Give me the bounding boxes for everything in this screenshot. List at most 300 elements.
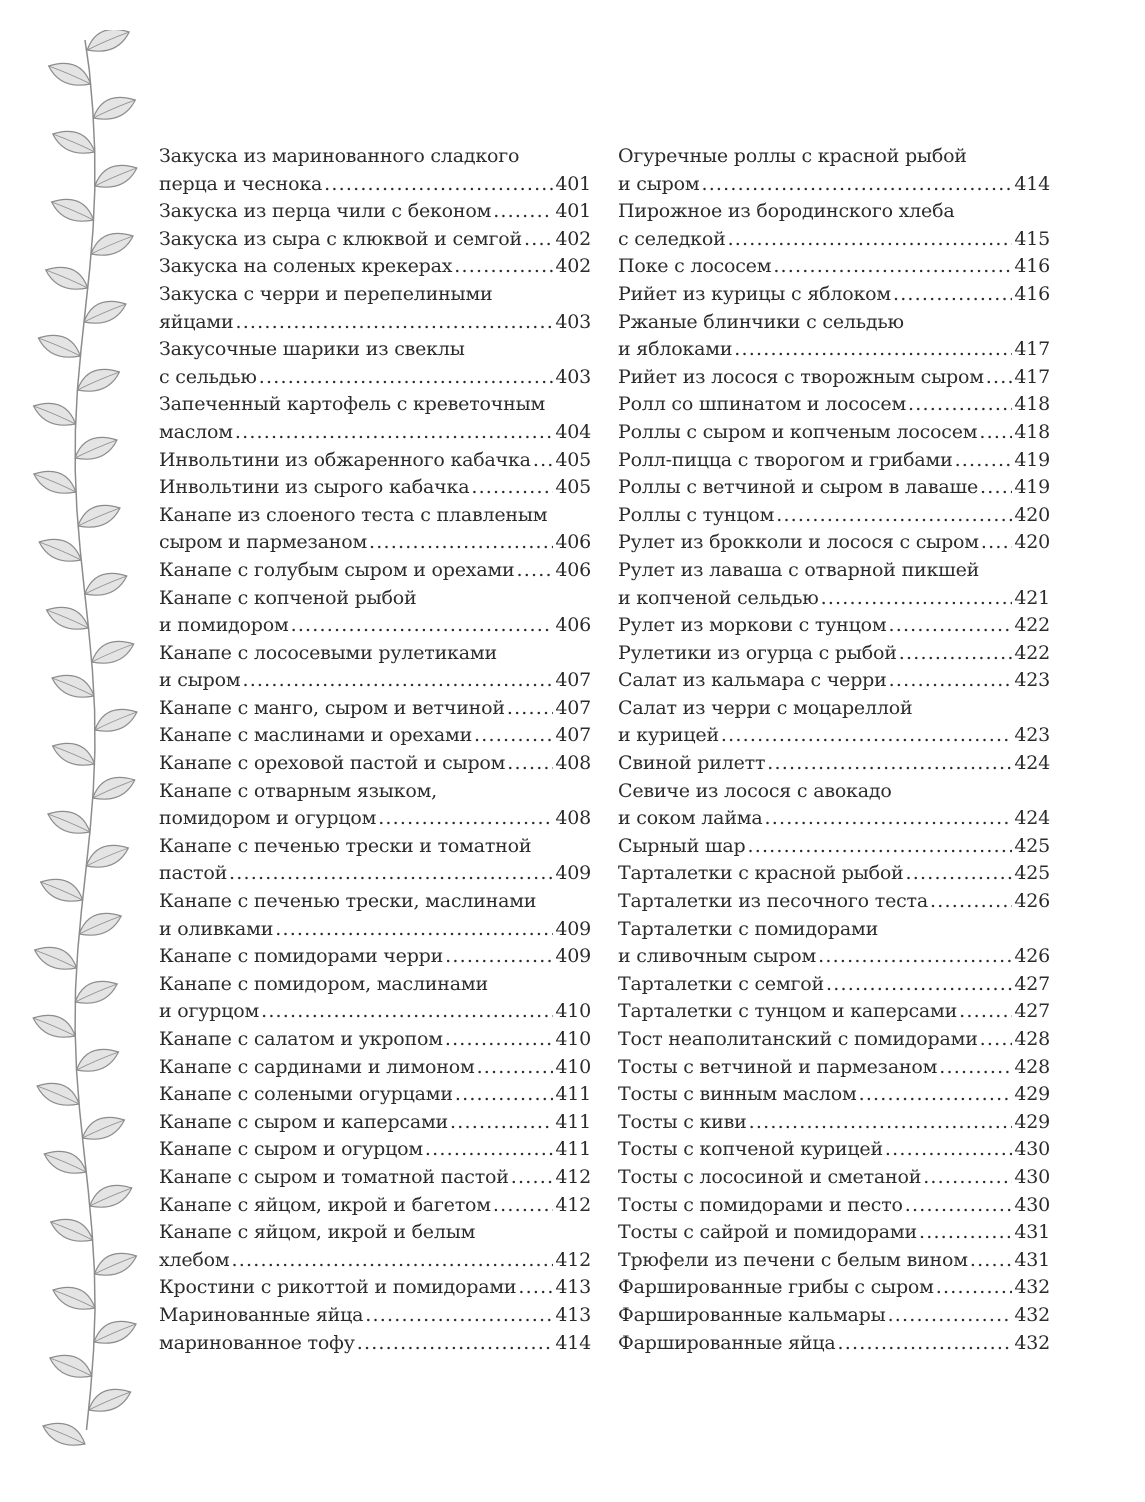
toc-entry-title: и сливочным сыром	[618, 945, 817, 968]
toc-entry-page: 412	[555, 1165, 591, 1188]
toc-entry-page: 421	[1014, 586, 1050, 609]
toc-entry	[618, 1054, 1050, 1082]
dot-leader	[939, 1054, 1012, 1082]
toc-entry	[618, 171, 1050, 199]
toc-entry-title: Салат из черри с моцареллой	[618, 696, 913, 719]
dot-leader	[721, 722, 1012, 750]
toc-entry-title: Тосты с киви	[618, 1110, 747, 1133]
toc-entry	[618, 612, 1050, 640]
dot-leader	[455, 1081, 553, 1109]
toc-entry-title: Тарталетки с красной рыбой	[618, 862, 904, 885]
dot-leader	[888, 1302, 1013, 1330]
toc-entry	[159, 1026, 591, 1054]
toc-entry-title: Севиче из лосося с авокадо	[618, 779, 892, 802]
toc-entry	[618, 226, 1050, 254]
dot-leader	[955, 447, 1013, 475]
dot-leader	[454, 253, 553, 281]
toc-entry-title: Фаршированные кальмары	[618, 1303, 886, 1326]
toc-entry-title: Канапе с солеными огурцами	[159, 1083, 453, 1106]
toc-entry	[618, 585, 1050, 613]
toc-entry	[618, 253, 1050, 281]
toc-entry-page: 416	[1014, 255, 1050, 278]
toc-entry-title: Закуска из маринованного сладкого	[159, 145, 520, 167]
toc-entry-title: Трюфели из печени с белым вином	[618, 1248, 968, 1271]
toc-entry-page: 426	[1014, 945, 1050, 968]
toc-entry	[618, 667, 1050, 695]
dot-leader	[980, 474, 1012, 502]
toc-entry	[618, 1302, 1050, 1330]
toc-entry	[618, 198, 1050, 226]
toc-entry-title: Канапе с манго, сыром и ветчиной	[159, 696, 505, 719]
toc-entry-page: 408	[555, 752, 591, 775]
toc-entry	[159, 667, 591, 695]
toc-entry-title: яйцами	[159, 310, 234, 333]
toc-entry-page: 410	[555, 1055, 591, 1078]
toc-entry-title: Канапе с яйцом, икрой и багетом	[159, 1193, 491, 1216]
dot-leader	[889, 667, 1013, 695]
toc-entry	[618, 529, 1050, 557]
dot-leader	[980, 1026, 1013, 1054]
dot-leader	[970, 1247, 1013, 1275]
toc-entry-title: Роллы с сыром и копченым лососем	[618, 420, 978, 443]
dot-leader	[919, 1219, 1012, 1247]
toc-entry-page: 432	[1014, 1276, 1050, 1299]
toc-entry	[159, 971, 591, 999]
toc-entry-page: 426	[1014, 890, 1050, 913]
toc-entry-page: 431	[1014, 1221, 1050, 1244]
toc-entry-title: Ролл со шпинатом и лососем	[618, 393, 907, 416]
toc-entry-title: Рулет из моркови с тунцом	[618, 614, 887, 637]
toc-entry	[618, 281, 1050, 309]
toc-column-right	[618, 143, 1050, 1357]
toc-entry-title: маринованное тофу	[159, 1331, 355, 1354]
toc-entry-page: 413	[555, 1276, 591, 1299]
toc-entry	[159, 474, 591, 502]
dot-leader	[908, 391, 1012, 419]
toc-entry-page: 417	[1014, 365, 1050, 388]
toc-entry	[618, 1026, 1050, 1054]
dot-leader	[357, 1330, 554, 1358]
toc-entry	[618, 833, 1050, 861]
toc-entry-page: 427	[1014, 972, 1050, 995]
toc-entry-title: и оливками	[159, 917, 274, 940]
dot-leader	[905, 1192, 1013, 1220]
dot-leader	[477, 1054, 554, 1082]
toc-entry-title: Канапе с салатом и укропом	[159, 1028, 443, 1050]
dot-leader	[986, 364, 1013, 392]
toc-entry	[159, 1109, 591, 1137]
toc-entry	[618, 364, 1050, 392]
toc-entry	[159, 585, 591, 613]
toc-entry	[618, 1136, 1050, 1164]
toc-entry-title: Тосты с сайрой и помидорами	[618, 1221, 917, 1244]
dot-leader	[821, 585, 1013, 613]
toc-entry-page: 425	[1014, 862, 1050, 885]
toc-entry	[159, 1302, 591, 1330]
dot-leader	[906, 860, 1013, 888]
toc-entry	[618, 888, 1050, 916]
dot-leader	[232, 1247, 554, 1275]
toc-entry-title: хлебом	[159, 1248, 230, 1271]
toc-entry-page: 401	[555, 200, 591, 223]
toc-entry-page: 407	[555, 669, 591, 692]
toc-entry-title: Рийет из курицы с яблоком	[618, 282, 891, 305]
toc-entry-page: 403	[555, 310, 591, 333]
dot-leader	[425, 1136, 553, 1164]
toc-entry-page: 422	[1014, 641, 1050, 664]
toc-entry	[159, 1274, 591, 1302]
toc-entry-title: Сырный шар	[618, 834, 746, 857]
dot-leader	[930, 888, 1012, 916]
dot-leader	[242, 667, 553, 695]
dot-leader	[979, 419, 1012, 447]
toc-entry	[159, 309, 591, 337]
toc-entry-page: 402	[555, 255, 591, 278]
toc-entry-page: 413	[555, 1303, 591, 1326]
toc-entry	[159, 419, 591, 447]
toc-entry	[618, 971, 1050, 999]
toc-entry-title: Тосты с копченой курицей	[618, 1138, 883, 1161]
toc-entry	[618, 391, 1050, 419]
toc-entry	[159, 281, 591, 309]
dot-leader	[365, 1302, 553, 1330]
toc-entry-title: Рулет из брокколи и лосося с сыром	[618, 531, 979, 554]
toc-entry	[618, 502, 1050, 530]
dot-leader	[378, 805, 553, 833]
toc-entry	[159, 1081, 591, 1109]
toc-entry-title: помидором и огурцом	[159, 807, 377, 830]
toc-entry	[159, 1247, 591, 1275]
toc-entry-title: Тосты с винным маслом	[618, 1083, 857, 1106]
toc-entry	[618, 143, 1050, 171]
toc-entry	[159, 336, 591, 364]
toc-entry-page: 409	[555, 945, 591, 968]
toc-entry	[159, 695, 591, 723]
toc-entry-title: Канапе с сыром и каперсами	[159, 1110, 449, 1133]
toc-entry-page: 416	[1014, 282, 1050, 305]
toc-entry-page: 429	[1014, 1083, 1050, 1106]
toc-entry-page: 406	[555, 558, 591, 581]
toc-entry-title: Канапе с отварным языком,	[159, 779, 437, 802]
toc-entry-page: 418	[1014, 393, 1050, 416]
toc-entry-page: 430	[1014, 1193, 1050, 1216]
toc-entry-title: и помидором	[159, 614, 289, 637]
toc-entry-page: 406	[555, 531, 591, 554]
toc-entry-page: 412	[555, 1248, 591, 1271]
toc-entry	[618, 998, 1050, 1026]
dot-leader	[773, 253, 1012, 281]
toc-entry-title: Тарталетки из песочного теста	[618, 890, 928, 913]
dot-leader	[507, 750, 553, 778]
toc-entry-title: Огуречные роллы с красной рыбой	[618, 145, 967, 167]
toc-entry-title: Тарталетки с тунцом и каперсами	[618, 1000, 958, 1023]
toc-entry	[618, 805, 1050, 833]
dot-leader	[261, 998, 553, 1026]
toc-entry-page: 410	[555, 1000, 591, 1023]
toc-entry-title: Закусочные шарики из свеклы	[159, 338, 465, 361]
toc-entry-title: маслом	[159, 420, 233, 443]
toc-entry-page: 432	[1014, 1303, 1050, 1326]
toc-entry-title: Закуска на соленых крекерах	[159, 255, 453, 278]
dot-leader	[936, 1274, 1013, 1302]
toc-entry-title: Фаршированные яйца	[618, 1331, 836, 1354]
toc-entry	[159, 226, 591, 254]
dot-leader	[324, 171, 553, 199]
dot-leader	[235, 309, 553, 337]
dot-leader	[776, 502, 1012, 530]
toc-entry-title: Канапе с копченой рыбой	[159, 586, 417, 609]
toc-entry-title: и сыром	[159, 669, 241, 692]
dot-leader	[888, 612, 1012, 640]
toc-entry	[618, 419, 1050, 447]
toc-entry-title: Канапе с яйцом, икрой и белым	[159, 1221, 476, 1244]
toc-entry-title: Канапе с маслинами и орехами	[159, 724, 473, 747]
dot-leader	[893, 281, 1012, 309]
toc-entry-title: Канапе с сыром и томатной пастой	[159, 1165, 509, 1188]
toc-entry-title: Закуска из сыра с клюквой и семгой	[159, 227, 522, 250]
toc-entry	[159, 198, 591, 226]
toc-entry-title: Маринованные яйца	[159, 1303, 364, 1326]
dot-leader	[959, 998, 1012, 1026]
dot-leader	[767, 750, 1012, 778]
toc-entry	[159, 916, 591, 944]
toc-entry	[618, 916, 1050, 944]
toc-entry-title: Канапе с печенью трески, маслинами	[159, 890, 537, 913]
dot-leader	[259, 364, 554, 392]
toc-entry	[159, 364, 591, 392]
dot-leader	[818, 943, 1012, 971]
toc-entry-page: 419	[1014, 476, 1050, 499]
toc-entry-title: Тосты с ветчиной и пармезаном	[618, 1055, 938, 1078]
dot-leader	[445, 1026, 554, 1054]
toc-entry-page: 401	[555, 172, 591, 195]
toc-entry	[159, 998, 591, 1026]
toc-entry-page: 425	[1014, 834, 1050, 857]
toc-entry-page: 417	[1014, 338, 1050, 361]
toc-entry-title: с сельдью	[159, 365, 257, 388]
dot-leader	[471, 474, 553, 502]
dot-leader	[728, 226, 1013, 254]
toc-entry-page: 419	[1014, 448, 1050, 471]
toc-entry-title: перца и чеснока	[159, 172, 323, 195]
toc-entry	[618, 1247, 1050, 1275]
toc-entry-title: и огурцом	[159, 1000, 260, 1023]
toc-entry	[159, 750, 591, 778]
leaf-vine-ornament-icon	[30, 30, 140, 1470]
toc-entry-page: 422	[1014, 614, 1050, 637]
toc-entry-page: 408	[555, 807, 591, 830]
toc-entry-page: 411	[555, 1083, 591, 1106]
toc-entry-title: Канапе с печенью трески и томатной	[159, 834, 532, 857]
toc-entry	[618, 336, 1050, 364]
toc-entry	[159, 1164, 591, 1192]
toc-entry	[159, 943, 591, 971]
toc-entry	[159, 447, 591, 475]
toc-entry-title: сыром и пармезаном	[159, 531, 368, 554]
toc-entry-title: Кростини с рикоттой и помидорами	[159, 1276, 517, 1299]
dot-leader	[493, 1192, 553, 1220]
dot-leader	[474, 722, 553, 750]
toc-column-left	[159, 143, 591, 1357]
toc-entry-title: Закуска с черри и перепелиными	[159, 282, 493, 305]
toc-entry-title: Пирожное из бородинского хлеба	[618, 200, 955, 223]
dot-leader	[507, 695, 554, 723]
toc-entry-title: и сыром	[618, 172, 700, 195]
toc-entry	[159, 171, 591, 199]
dot-leader	[275, 916, 553, 944]
toc-entry-title: и яблоками	[618, 338, 733, 361]
toc-entry-title: Канапе из слоеного теста с плавленым	[159, 503, 548, 526]
toc-entry-page: 414	[555, 1331, 591, 1354]
toc-entry-page: 431	[1014, 1248, 1050, 1271]
toc-entry	[618, 750, 1050, 778]
toc-entry	[618, 1330, 1050, 1358]
toc-entry-page: 404	[555, 420, 591, 443]
toc-entry	[159, 722, 591, 750]
toc-entry-title: Канапе с лососевыми рулетиками	[159, 641, 497, 664]
dot-leader	[747, 833, 1012, 861]
toc-entry-title: Инвольтини из обжаренного кабачка	[159, 448, 531, 471]
toc-entry	[618, 778, 1050, 806]
dot-leader	[923, 1164, 1012, 1192]
toc-entry-title: Канапе с сыром и огурцом	[159, 1138, 423, 1161]
toc-entry-page: 407	[555, 696, 591, 719]
toc-entry-page: 411	[555, 1138, 591, 1161]
toc-entry-page: 415	[1014, 227, 1050, 250]
toc-entry-title: Канапе с ореховой пастой и сыром	[159, 752, 506, 775]
toc-entry-title: Рийет из лосося с творожным сыром	[618, 365, 984, 388]
toc-entry	[618, 474, 1050, 502]
toc-entry-title: Канапе с голубым сыром и орехами	[159, 558, 515, 581]
dot-leader	[859, 1081, 1013, 1109]
toc-entry-page: 411	[555, 1110, 591, 1133]
toc-entry	[159, 640, 591, 668]
toc-entry	[618, 1219, 1050, 1247]
toc-entry	[159, 557, 591, 585]
toc-entry	[159, 805, 591, 833]
dot-leader	[369, 529, 553, 557]
toc-entry-page: 429	[1014, 1110, 1050, 1133]
toc-entry-title: Рулет из лаваша с отварной пикшей	[618, 558, 980, 581]
toc-entry-title: Поке с лососем	[618, 255, 772, 278]
toc-entry	[618, 860, 1050, 888]
toc-entry-title: Ролл-пицца с творогом и грибами	[618, 448, 953, 471]
toc-entry	[159, 143, 591, 171]
toc-entry-page: 428	[1014, 1055, 1050, 1078]
toc-entry-title: Салат из кальмара с черри	[618, 669, 887, 692]
toc-entry-page: 424	[1014, 807, 1050, 830]
toc-entry	[159, 253, 591, 281]
toc-entry-title: Роллы с тунцом	[618, 503, 775, 526]
toc-entry	[159, 1219, 591, 1247]
toc-entry	[159, 502, 591, 530]
toc-entry-title: пастой	[159, 862, 228, 885]
dot-leader	[445, 943, 553, 971]
toc-entry	[159, 1192, 591, 1220]
toc-entry-page: 409	[555, 917, 591, 940]
toc-entry	[159, 1330, 591, 1358]
toc-entry	[159, 391, 591, 419]
toc-entry-page: 420	[1014, 503, 1050, 526]
toc-entry-page: 410	[555, 1028, 591, 1050]
toc-entry-title: с селедкой	[618, 227, 726, 250]
dot-leader	[749, 1109, 1013, 1137]
dot-leader	[885, 1136, 1012, 1164]
toc-entry-title: и курицей	[618, 724, 719, 747]
dot-leader	[450, 1109, 553, 1137]
toc-entry-page: 427	[1014, 1000, 1050, 1023]
toc-entry-title: Инвольтини из сырого кабачка	[159, 476, 470, 499]
dot-leader	[826, 971, 1012, 999]
toc-entry	[618, 1274, 1050, 1302]
toc-entry-title: Канапе с сардинами и лимоном	[159, 1055, 475, 1078]
toc-entry-title: Ржаные блинчики с сельдью	[618, 310, 904, 333]
toc-entry-page: 430	[1014, 1165, 1050, 1188]
toc-entry	[618, 1164, 1050, 1192]
toc-entry-page: 412	[555, 1193, 591, 1216]
toc-entry-page: 405	[555, 476, 591, 499]
toc-entry-page: 432	[1014, 1331, 1050, 1354]
dot-leader	[981, 529, 1012, 557]
toc-entry-page: 403	[555, 365, 591, 388]
dot-leader	[838, 1330, 1013, 1358]
toc-entry	[618, 695, 1050, 723]
toc-entry	[159, 1054, 591, 1082]
dot-leader	[533, 447, 554, 475]
toc-entry-title: Свиной рилетт	[618, 752, 766, 775]
toc-entry-title: Рулетики из огурца с рыбой	[618, 641, 897, 664]
toc-entry	[159, 1136, 591, 1164]
toc-entry-page: 414	[1014, 172, 1050, 195]
toc-entry-title: Канапе с помидорами черри	[159, 945, 444, 968]
toc-entry	[618, 943, 1050, 971]
toc-entry-title: и соком лайма	[618, 807, 763, 830]
toc-entry-title: Тарталетки с семгой	[618, 972, 825, 995]
dot-leader	[493, 198, 553, 226]
toc-entry	[618, 722, 1050, 750]
toc-entry	[159, 612, 591, 640]
toc-entry-title: Фаршированные грибы с сыром	[618, 1276, 934, 1299]
dot-leader	[517, 557, 554, 585]
toc-entry	[159, 888, 591, 916]
toc-entry-page: 406	[555, 614, 591, 637]
toc-entry	[159, 529, 591, 557]
dot-leader	[524, 226, 553, 254]
toc-entry-title: Канапе с помидором, маслинами	[159, 972, 488, 995]
toc-entry	[618, 1109, 1050, 1137]
dot-leader	[734, 336, 1012, 364]
toc-entry-page: 430	[1014, 1138, 1050, 1161]
toc-entry-page: 418	[1014, 420, 1050, 443]
toc-entry	[618, 1081, 1050, 1109]
dot-leader	[899, 640, 1013, 668]
toc-entry	[618, 309, 1050, 337]
toc-entry-page: 407	[555, 724, 591, 747]
dot-leader	[511, 1164, 554, 1192]
toc-entry-title: Тарталетки с помидорами	[618, 917, 879, 940]
dot-leader	[291, 612, 554, 640]
toc-entry	[159, 778, 591, 806]
toc-entry-page: 423	[1014, 669, 1050, 692]
toc-entry	[618, 447, 1050, 475]
dot-leader	[229, 860, 553, 888]
toc-entry-page: 409	[555, 862, 591, 885]
toc-entry-title: Закуска из перца чили с беконом	[159, 200, 492, 223]
dot-leader	[235, 419, 553, 447]
toc-entry-page: 424	[1014, 752, 1050, 775]
toc-entry	[159, 833, 591, 861]
toc-entry-page: 402	[555, 227, 591, 250]
